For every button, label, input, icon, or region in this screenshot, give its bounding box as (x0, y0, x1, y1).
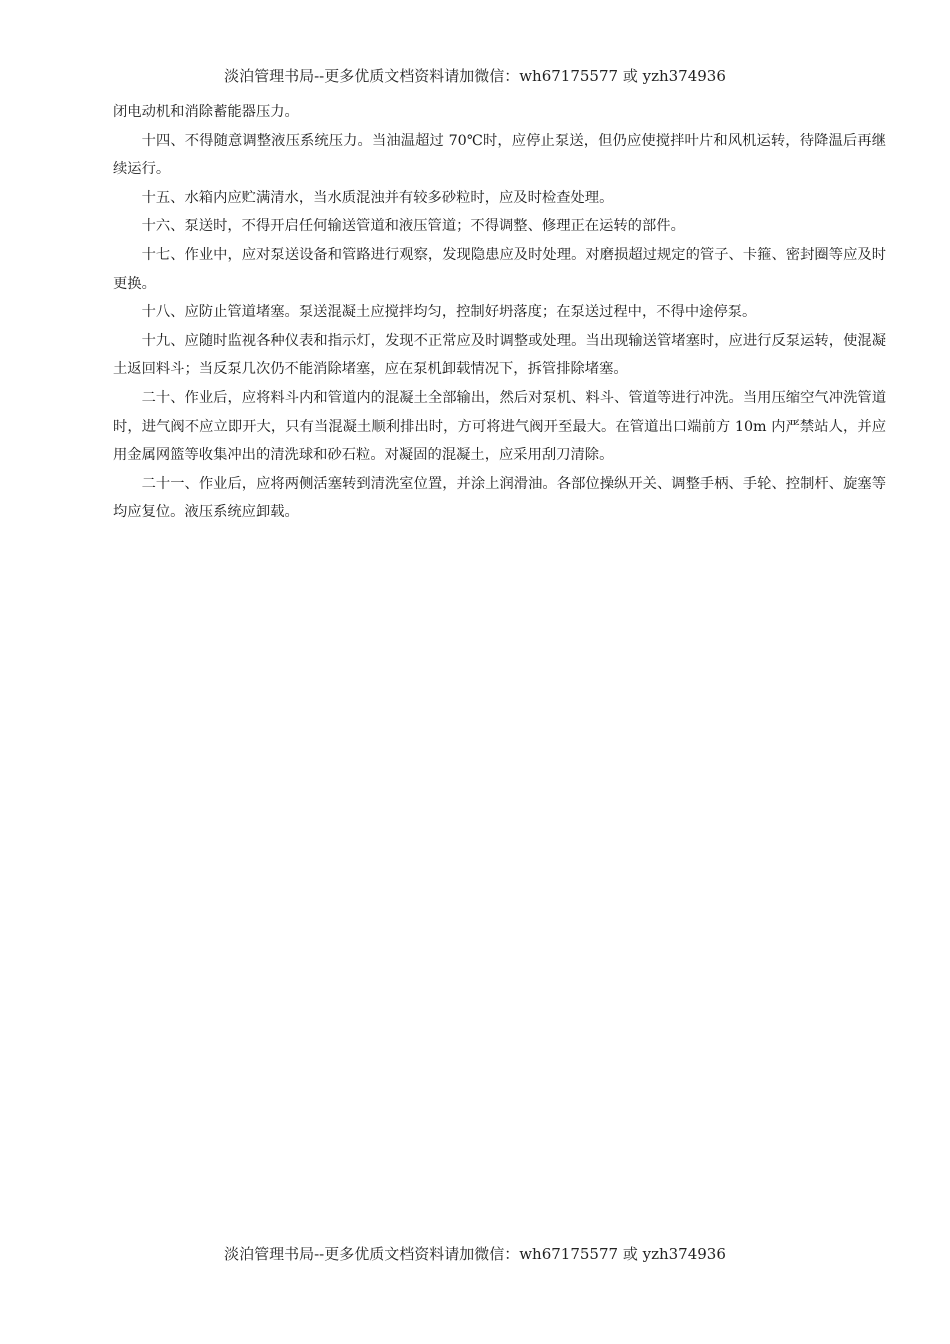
paragraph-item-18: 十八、应防止管道堵塞。泵送混凝土应搅拌均匀，控制好坍落度；在泵送过程中，不得中途停泵。 (141, 304, 757, 321)
page-footer: 淡泊管理书局--更多优质文档资料请加微信：wh67175577 或 yzh374936 (224, 1245, 726, 1263)
page-header: 淡泊管理书局--更多优质文档资料请加微信：wh67175577 或 yzh374936 (224, 67, 726, 85)
paragraph-item-19: 十九、应随时监视各种仪表和指示灯，发现不正常应及时调整或处理。当出现输送管堵塞时，应进行反泵运转，使混凝土返回料斗；当反泵几次仍不能消除堵塞，应在泵机卸载情况下，拆管排除堵塞。 (113, 332, 886, 378)
paragraph-item-16: 十六、泵送时，不得开启任何输送管道和液压管道；不得调整、修理正在运转的部件。 (141, 218, 685, 235)
paragraph-item-21: 二十一、作业后，应将两侧活塞转到清洗室位置，并涂上润滑油。各部位操纵开关、调整手柄、手轮、控制杆、旋塞等均应复位。液压系统应卸载。 (113, 475, 886, 521)
paragraph-item-14: 十四、不得随意调整液压系统压力。当油温超过 70℃时，应停止泵送，但仍应使搅拌叶片和风机运转，待降温后再继续运行。 (113, 132, 886, 178)
paragraph-item-15: 十五、水箱内应贮满清水，当水质混浊并有较多砂粒时，应及时检查处理。 (141, 189, 614, 206)
paragraph-item-17: 十七、作业中，应对泵送设备和管路进行观察，发现隐患应及时处理。对磨损超过规定的管子、卡箍、密封圈等应及时更换。 (113, 246, 886, 292)
paragraph-item-20: 二十、作业后，应将料斗内和管道内的混凝土全部输出，然后对泵机、料斗、管道等进行冲洗。当用压缩空气冲洗管道时，进气阀不应立即开大，只有当混凝土顺利排出时，方可将进气阀开至最大。在管道出口端前方 10m 内严禁站人，并应用金属网篮等收集冲出的清洗球和砂石粒。对凝固的混凝土，应采用刮刀清除。 (113, 389, 886, 464)
document-body (113, 98, 886, 527)
paragraph-continuation: 闭电动机和消除蓄能器压力。 (113, 104, 299, 120)
